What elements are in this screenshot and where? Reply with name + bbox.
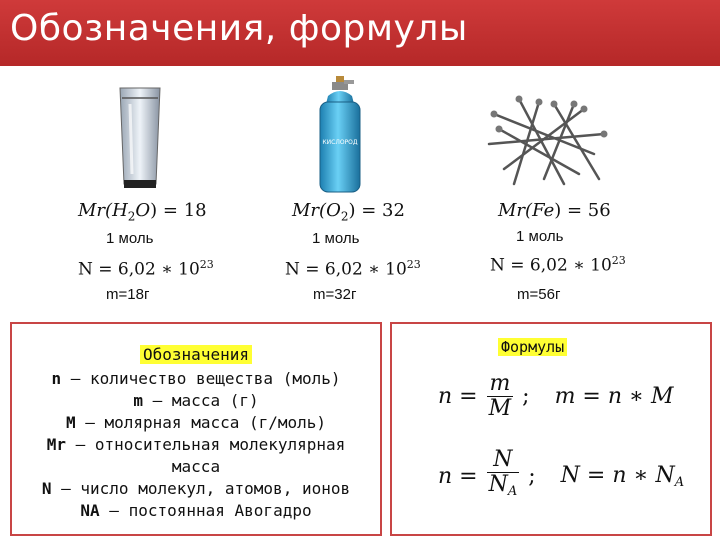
formulas-title: Формулы (498, 338, 567, 356)
cylinder-label: КИСЛОРОД (322, 139, 358, 146)
mass-label-iron: m=56г (517, 286, 561, 303)
formula-row-1: n = $\frac{m}{M}$ ; m = n ∗ M (438, 371, 674, 421)
particles-oxygen: N = 6,02 ∗ $10^{23}$ (285, 258, 421, 280)
title-bar (0, 0, 720, 66)
notation-line-Mr-cont: масса (171, 457, 221, 476)
mole-label-water: 1 моль (106, 230, 154, 247)
notation-line-NA: NA – постоянная Авогадро (80, 501, 312, 520)
mass-label-water: m=18г (106, 286, 150, 303)
oxygen-cylinder-icon (314, 74, 366, 196)
notation-line-Mr: Mr – относительная молекулярная (46, 435, 346, 454)
particles-iron: N = 6,02 ∗ $10^{23}$ (490, 254, 626, 276)
notation-box (10, 322, 382, 536)
particles-water: N = 6,02 ∗ $10^{23}$ (78, 258, 214, 280)
notation-line-m: m – масса (г) (133, 391, 259, 410)
notation-line-M: M – молярная масса (г/моль) (65, 413, 327, 432)
mole-label-iron: 1 моль (516, 228, 564, 245)
molar-mass-iron: Mr(Fe) = 56 (498, 200, 611, 221)
molar-mass-water: $Mr(H_2O) = 18$ (78, 200, 207, 224)
fraction-m-over-M: $\frac{m}{M}$ (488, 371, 512, 421)
iron-nails-icon (484, 94, 610, 190)
formula-row-2: n = $\frac{N}{NA}$ ; N = n ∗ NA (438, 448, 684, 504)
molar-mass-oxygen: $Mr(O_2) = 32$ (292, 200, 405, 224)
mole-label-oxygen: 1 моль (312, 230, 360, 247)
notation-title: Обозначения (140, 345, 252, 364)
notation-line-N: N – число молекул, атомов, ионов (41, 479, 351, 498)
fraction-N-over-NA: $\frac{N}{NA}$ (488, 447, 518, 499)
slide-title: Обозначения, формулы (10, 8, 468, 49)
water-glass-icon (118, 84, 162, 190)
formulas-box (390, 322, 712, 536)
mass-label-oxygen: m=32г (313, 286, 357, 303)
notation-line-n: n – количество вещества (моль) (51, 369, 341, 388)
